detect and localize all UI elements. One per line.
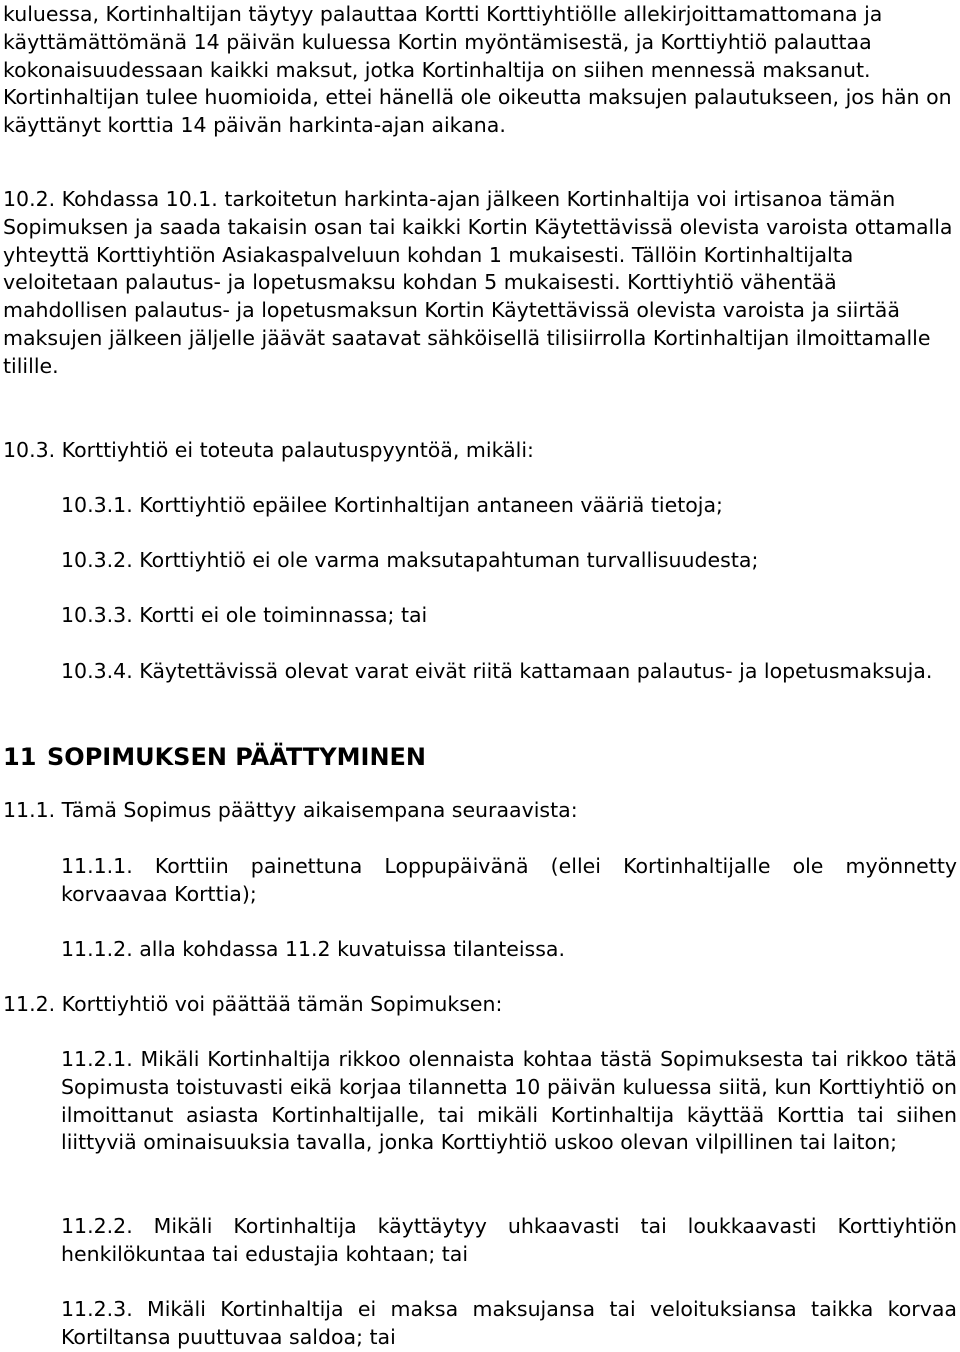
clause-11-2-1: 11.2.1. Mikäli Kortinhaltija rikkoo olennaista kohtaa tästä Sopimuksesta tai rikkoo tätä Sopimusta toistuvasti eikä korjaa tilannetta 10 päivän kuluessa siitä, kun Korttiyhtiö on ilmoittanut asiasta Kortinhaltijalle, tai mikäli Kortinhaltija käyttää Korttia tai siihen liittyviä ominaisuuksia tavalla, jonka Korttiyhtiö uskoo olevan vilpillinen tai laiton;: [61, 1047, 957, 1155]
clause-10-3-4: 10.3.4. Käytettävissä olevat varat eivät riitä kattamaan palautus- ja lopetusmaksuja.: [61, 659, 933, 683]
section-title: SOPIMUKSEN PÄÄTTYMINEN: [47, 743, 427, 771]
clause-11-2-2: 11.2.2. Mikäli Kortinhaltija käyttäytyy uhkaavasti tai loukkaavasti Korttiyhtiön henkilökuntaa tai edustajia kohtaan; tai: [61, 1214, 957, 1266]
clause-10-2: 10.2. Kohdassa 10.1. tarkoitetun harkinta-ajan jälkeen Kortinhaltija voi irtisanoa tämän Sopimuksen ja saada takaisin osan tai kaikki Kortin Käytettävissä olevista varoista ottamalla yhteyttä Korttiyhtiön Asiakaspalveluun kohdan 1 mukaisesti. Tällöin Kortinhaltijalta veloitetaan palautus- ja lopetusmaksu kohdan 5 mukaisesti. Korttiyhtiö vähentää mahdollisen palautus- ja lopetusmaksun Kortin Käytettävissä olevista varoista ja siirtää maksujen jälkeen jäljelle jäävät saatavat sähköisellä tilisiirrolla Kortinhaltijan ilmoittamalle tilille.: [3, 187, 953, 378]
clause-10-3: 10.3. Korttiyhtiö ei toteuta palautuspyyntöä, mikäli:: [3, 438, 534, 462]
section-number: 11: [3, 743, 37, 771]
clause-10-3-2: 10.3.2. Korttiyhtiö ei ole varma maksutapahtuman turvallisuudesta;: [61, 548, 759, 572]
clause-11-1-2: 11.1.2. alla kohdassa 11.2 kuvatuissa tilanteissa.: [61, 937, 565, 961]
clause-11-2: 11.2. Korttiyhtiö voi päättää tämän Sopimuksen:: [3, 992, 503, 1016]
intro-paragraph: kuluessa, Kortinhaltijan täytyy palauttaa Kortti Korttiyhtiölle allekirjoittamattomana ja käyttämättömänä 14 päivän kuluessa Kortin myöntämisestä, ja Korttiyhtiö palauttaa kokonaisuudessaan kaikki maksut, jotka Kortinhaltija on siihen mennessä maksanut. Kortinhaltijan tulee huomioida, ettei hänellä ole oikeutta maksujen palautukseen, jos hän on käyttänyt korttia 14 päivän harkinta-ajan aikana.: [3, 2, 952, 138]
clause-10-3-3: 10.3.3. Kortti ei ole toiminnassa; tai: [61, 603, 428, 627]
clause-11-2-3: 11.2.3. Mikäli Kortinhaltija ei maksa maksujansa tai veloituksiansa taikka korvaa Kortiltansa puuttuvaa saldoa; tai: [61, 1297, 957, 1349]
section-heading-11: [3, 742, 957, 772]
clause-11-1-1: 11.1.1. Korttiin painettuna Loppupäivänä (ellei Kortinhaltijalle ole myönnetty korvaavaa Korttia);: [61, 854, 957, 906]
clause-10-3-1: 10.3.1. Korttiyhtiö epäilee Kortinhaltijan antaneen vääriä tietoja;: [61, 493, 723, 517]
clause-11-1: 11.1. Tämä Sopimus päättyy aikaisempana seuraavista:: [3, 798, 578, 822]
